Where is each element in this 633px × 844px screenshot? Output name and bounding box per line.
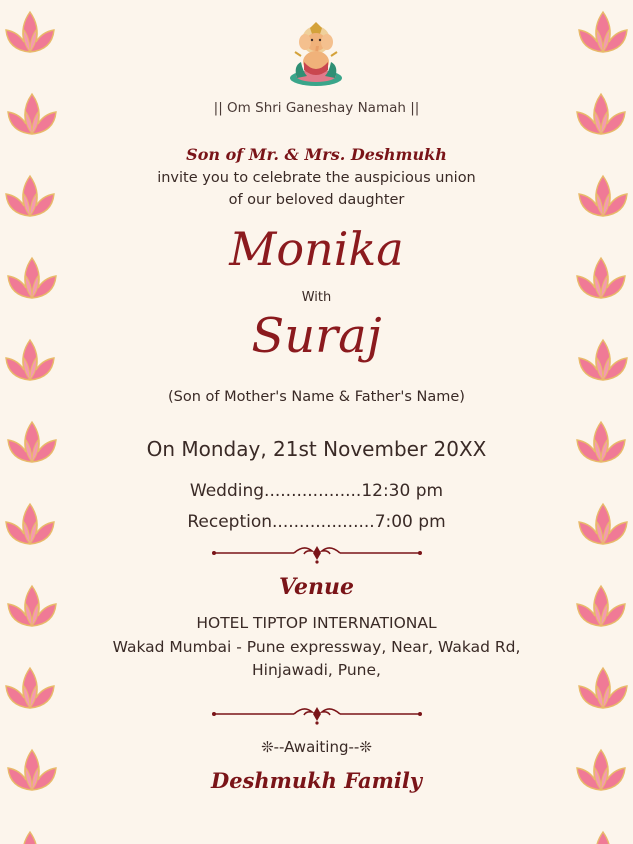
lotus-icon [2, 664, 58, 710]
venue-address-line-1: Wakad Mumbai - Pune expressway, Near, Wakad Rd, [112, 638, 521, 656]
lotus-icon [4, 254, 60, 300]
venue-heading: Venue [278, 574, 355, 600]
host-line: Son of Mr. & Mrs. Deshmukh [186, 145, 447, 164]
awaiting-text: ❊--Awaiting--❊ [261, 738, 372, 756]
date-line: On Monday, 21st November 20XX [146, 437, 487, 461]
lotus-icon [575, 336, 631, 382]
lotus-icon [2, 336, 58, 382]
lotus-icon [4, 90, 60, 136]
venue-name: HOTEL TIPTOP INTERNATIONAL [196, 614, 437, 632]
invite-line-1: invite you to celebrate the auspicious union [157, 170, 476, 186]
ornamental-divider [212, 542, 422, 564]
lotus-icon [2, 828, 58, 844]
left-lotus-border [0, 0, 64, 844]
right-lotus-border [569, 0, 633, 844]
family-name: Deshmukh Family [210, 768, 423, 793]
lotus-icon [4, 582, 60, 628]
venue-address-line-2: Hinjawadi, Pune, [252, 661, 381, 679]
ornamental-divider [212, 703, 422, 725]
lotus-icon [575, 8, 631, 54]
lotus-icon [573, 90, 629, 136]
invitation-content [64, 0, 569, 844]
ganesha-icon [283, 22, 349, 88]
lotus-icon [573, 254, 629, 300]
groom-parents: (Son of Mother's Name & Father's Name) [168, 389, 465, 405]
wedding-time: Wedding..................12:30 pm [189, 481, 444, 501]
lotus-icon [575, 828, 631, 844]
lotus-icon [575, 172, 631, 218]
invocation-text: || Om Shri Ganeshay Namah || [213, 100, 420, 116]
lotus-icon [2, 500, 58, 546]
lotus-icon [573, 746, 629, 792]
lotus-icon [4, 746, 60, 792]
lotus-icon [573, 418, 629, 464]
lotus-icon [4, 418, 60, 464]
lotus-icon [2, 172, 58, 218]
lotus-icon [575, 500, 631, 546]
invite-line-2: of our beloved daughter [228, 192, 405, 208]
groom-name: Suraj [251, 308, 382, 364]
lotus-icon [575, 664, 631, 710]
lotus-icon [573, 582, 629, 628]
reception-time: Reception...................7:00 pm [187, 512, 446, 532]
bride-name: Monika [229, 222, 404, 276]
lotus-icon [2, 8, 58, 54]
with-text: With [301, 290, 332, 305]
